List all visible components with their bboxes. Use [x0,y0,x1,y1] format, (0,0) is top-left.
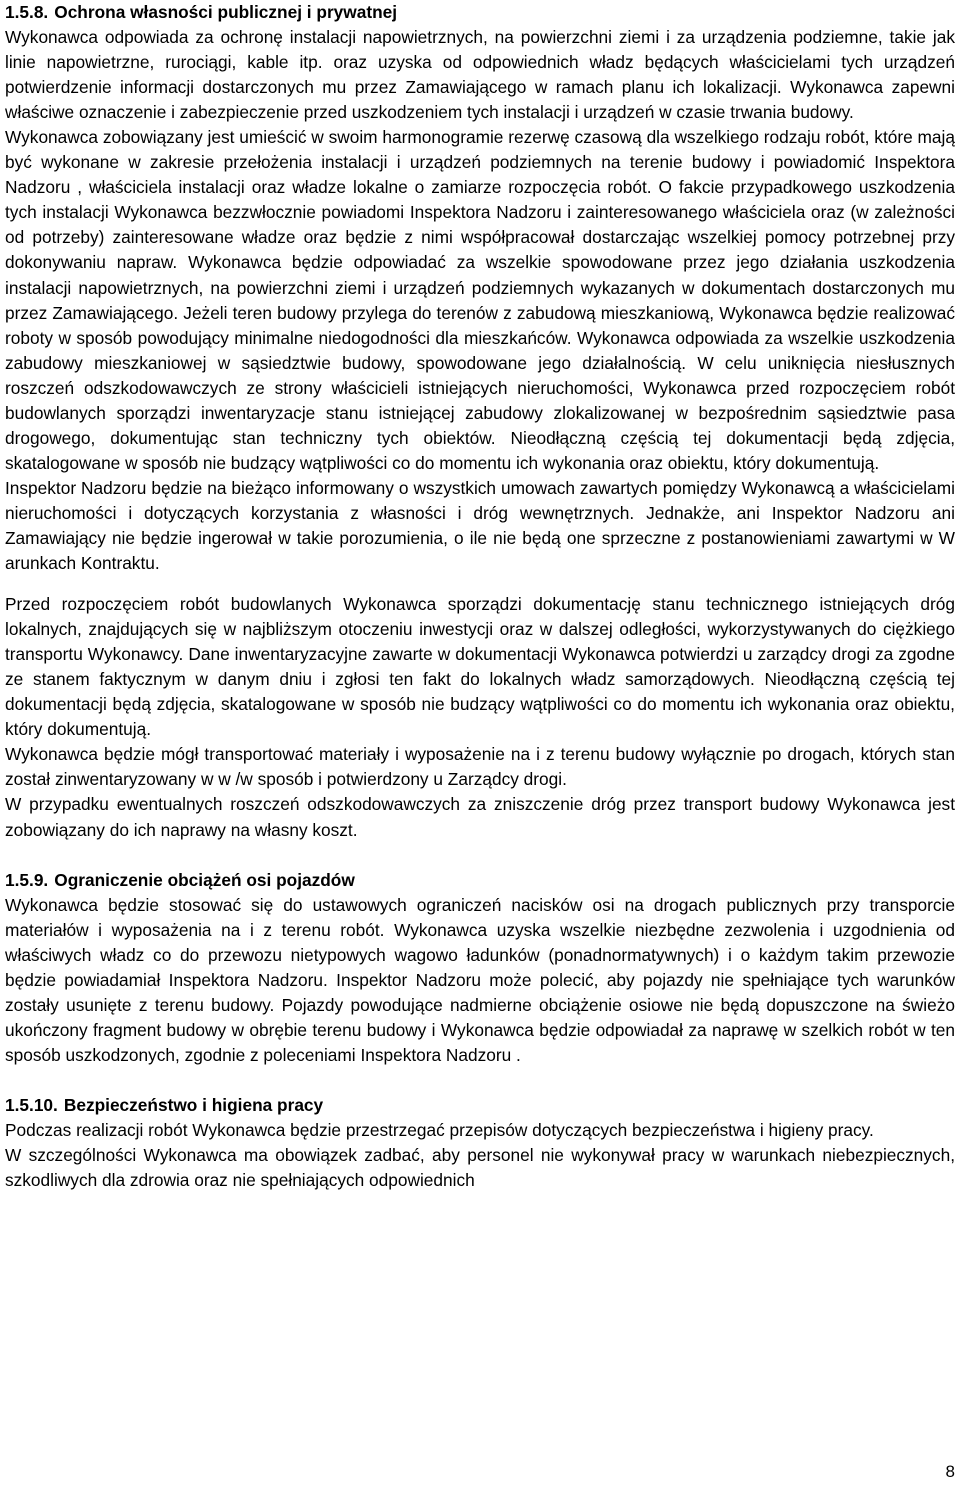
section-1-5-8 [5,0,955,843]
section-spacer [5,1068,955,1093]
section-number: 1.5.8. [5,2,49,22]
section-title: Bezpieczeństwo i higiena pracy [63,1094,324,1115]
paragraph: Inspektor Nadzoru będzie na bieżąco informowany o wszystkich umowach zawartych pomiędzy Wykonawcą a właścicielami nieruchomości i dotyczących korzystania z własności i dróg wewnętrznych. Jednakże, ani Inspektor Nadzoru ani Zamawiający nie będzie ingerował w takie porozumienia, o ile nie będą one sprzeczne z postanowieniami zawartymi w W arunkach Kontraktu. [5,477,955,574]
paragraph: W przypadku ewentualnych roszczeń odszkodowawczych za zniszczenie dróg przez transport budowy Wykonawca jest zobowiązany do ich naprawy na własny koszt. [5,794,955,840]
section-1-5-9 [5,868,955,1068]
section-heading [5,1093,955,1118]
section-title: Ochrona własności publicznej i prywatnej [54,2,398,22]
section-heading [5,0,955,25]
paragraph: Wykonawca odpowiada za ochronę instalacji napowietrznych, na powierzchni ziemi i za urządzenia podziemne, takie jak linie napowietrzne, rurociągi, kable itp. oraz uzyska od odpowiednich władz będących właścicielami tych urządzeń potwierdzenie informacji dostarczonych mu przez Zamawiającego w ramach planu ich lokalizacji. Wykonawca zapewni właściwe oznaczenie i zabezpieczenie przed uszkodzeniem tych instalacji i urządzeń w czasie trwania budowy. [5,27,955,123]
section-number: 1.5.10. [5,1094,58,1115]
page-number: 8 [945,1462,955,1481]
section-1-5-10 [5,1093,955,1193]
paragraph-spacer [5,576,955,592]
paragraph: Wykonawca zobowiązany jest umieścić w swoim harmonogramie rezerwę czasową dla wszelkiego rodzaju robót, które mają być wykonane w zakresie przełożenia instalacji i urządzeń podziemnych na terenie budowy i powiadomić Inspektora Nadzoru , właściciela instalacji oraz władze lokalne o zamiarze rozpoczęcia robót. O fakcie przypadkowego uszkodzenia tych instalacji Wykonawca bezzwłocznie powiadomi Inspektora Nadzoru i zainteresowanego właściciela oraz (w zależności od potrzeby) zainteresowane władze oraz będzie z nimi współpracował dostarczając wszelkiej pomocy potrzebnej przy dokonywaniu napraw. Wykonawca będzie odpowiadać za wszelkie spowodowane przez jego działania uszkodzenia instalacji napowietrznych, na powierzchni ziemi i urządzeń podziemnych wykazanych w dokumentach dostarczonych mu przez Zamawiającego. Jeżeli teren budowy przylega do terenów z zabudową mieszkaniową, Wykonawca będzie realizować roboty w sposób powodujący minimalne niedogodności dla mieszkańców. Wykonawca odpowiada za wszelkie uszkodzenia zabudowy mieszkaniowej w sąsiedztwie budowy, spowodowane jego działalnością. W celu uniknięcia niesłusznych roszczeń odszkodowawczych ze strony właścicieli istniejących nieruchomości, Wykonawca przed rozpoczęciem robót budowlanych sporządzi inwentaryzacje stanu istniejącej zabudowy zlokalizowanej w bezpośrednim sąsiedztwie pasa drogowego, dokumentując stan techniczny tych obiektów. Nieodłączną częścią tej dokumentacji będą zdjęcia, skatalogowane w sposób nie budzący wątpliwości co do momentu ich wykonania oraz obiektu, który dokumentują. [5,127,955,473]
paragraph: Wykonawca będzie stosować się do ustawowych ograniczeń nacisków osi na drogach publicznych przy transporcie materiałów i wyposażenia na i z terenu robót. Wykonawca uzyska wszelkie niezbędne zezwolenia i uzgodnienia od właściwych władz co do przewozu nietypowych wagowo ładunków (ponadnormatywnych) i o każdym takim przewozie będzie powiadamiał Inspektora Nadzoru. Inspektor Nadzoru może polecić, aby pojazdy nie spełniające tych warunków zostały usunięte z terenu budowy. Pojazdy powodujące nadmierne obciążenie osiowe nie będą dopuszczone na świeżo ukończony fragment budowy w obrębie terenu budowy i Wykonawca będzie odpowiadał za naprawę w szelkich robót w ten sposób uszkodzonych, zgodnie z poleceniami Inspektora Nadzoru . [5,894,955,1065]
paragraph: Przed rozpoczęciem robót budowlanych Wykonawca sporządzi dokumentację stanu technicznego istniejących dróg lokalnych, znajdujących się w najbliższym otoczeniu inwestycji oraz w dalszej odległości, wykorzystywanych do ciężkiego transportu Wykonawcy. Dane inwentaryzacyjne zawarte w dokumentacji Wykonawca potwierdzi u zarządcy drogi za zgodne ze stanem faktycznym w danym dniu i zgłosi ten fakt do lokalnych władz samorządowych. Nieodłączną częścią tej dokumentacji będą zdjęcia, skatalogowane w sposób nie budzący wątpliwości co do momentu ich wykonania oraz obiektu, który dokumentują. [5,594,955,740]
paragraph: Wykonawca będzie mógł transportować materiały i wyposażenie na i z terenu budowy wyłącznie po drogach, których stan został zinwentaryzowany w w /w sposób i potwierdzony u Zarządcy drogi. [5,744,955,790]
section-heading [5,868,955,893]
section-title: Ograniczenie obciążeń osi pojazdów [54,869,355,890]
document-page [5,0,955,1193]
paragraph: Podczas realizacji robót Wykonawca będzie przestrzegać przepisów dotyczących bezpieczeństwa i higieny pracy. [5,1119,874,1140]
paragraph: W szczególności Wykonawca ma obowiązek zadbać, aby personel nie wykonywał pracy w warunkach niebezpiecznych, szkodliwych dla zdrowia oraz nie spełniających odpowiednich [5,1145,955,1191]
section-spacer [5,843,955,868]
section-number: 1.5.9. [5,869,49,890]
